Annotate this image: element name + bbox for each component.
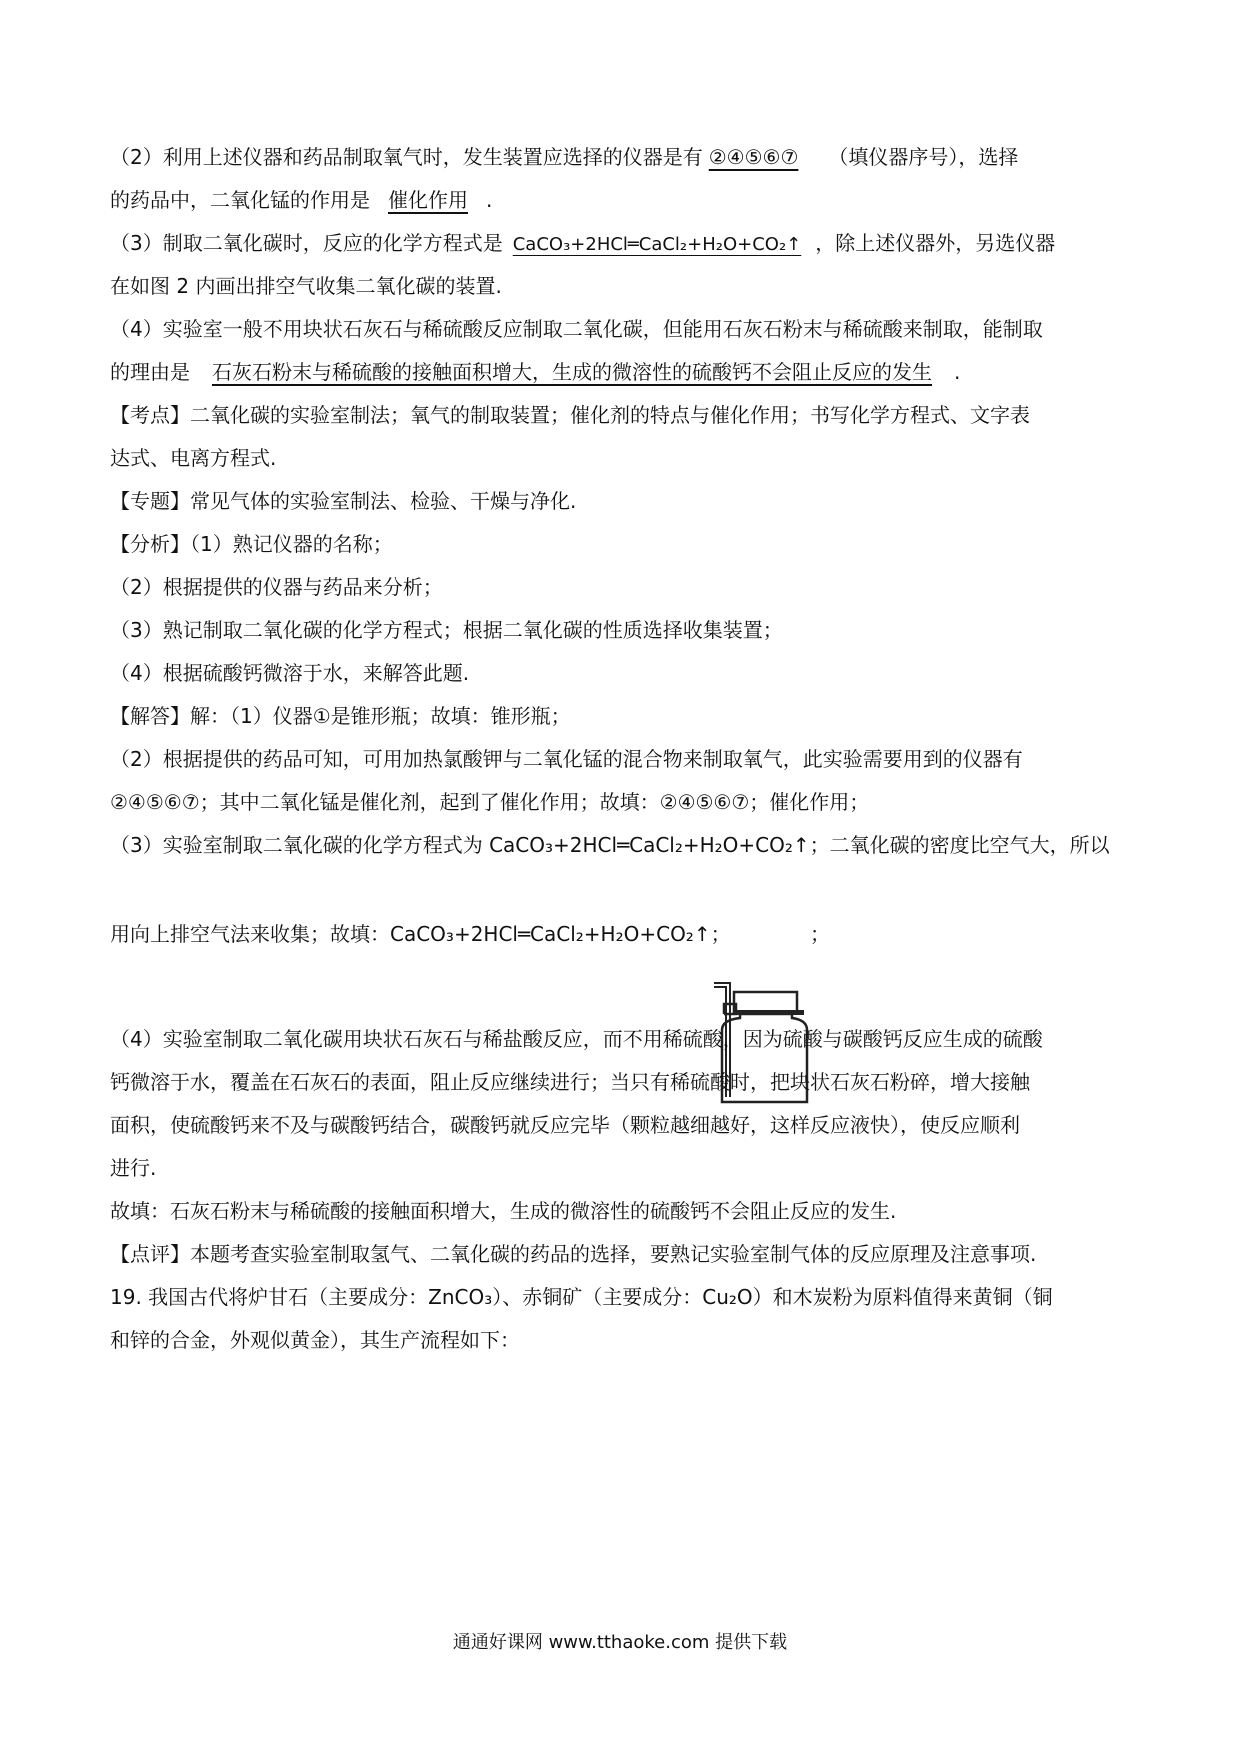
jieda-line-5: 用向上排空气法来收集；故填：CaCO₃+2HCl═CaCl₂+H₂O+CO₂↑；	[110, 922, 731, 946]
kaodian-line-1: 【考点】二氧化碳的实验室制法；氧气的制取装置；催化剂的特点与催化作用；书写化学方程式、文字表	[110, 403, 1030, 427]
glass-plate	[734, 1010, 804, 1015]
fenxi-line: （4）根据硫酸钙微溶于水，来解答此题.	[110, 661, 470, 685]
q4-answer-reason: 石灰石粉末与稀硫酸的接触面积增大，生成的微溶性的硫酸钙不会阻止反应的发生	[212, 360, 932, 384]
dianping: 【点评】本题考查实验室制取氢气、二氧化碳的药品的选择，要熟记实验室制气体的反应原理及注意事项.	[110, 1242, 1037, 1266]
jieda-line-6: （4）实验室制取二氧化碳用块状石灰石与稀盐酸反应，而不用稀硫酸，因为硫酸与碳酸钙反应生成的硫酸	[110, 1027, 1043, 1051]
jieda-line-7: 钙微溶于水，覆盖在石灰石的表面，阻止反应继续进行；当只有稀硫酸时，把块状石灰石粉碎，增大接触	[110, 1070, 1030, 1094]
fenxi-line: （2）根据提供的仪器与药品来分析；	[110, 575, 443, 599]
zhuanti: 【专题】常见气体的实验室制法、检验、干燥与净化.	[110, 489, 577, 513]
q2-line-2: 的药品中，二氧化锰的作用是 催化作用 .	[110, 188, 493, 212]
q3-line-2: 在如图 2 内画出排空气收集二氧化碳的装置.	[110, 274, 502, 298]
q3-answer-equation: CaCO₃+2HCl═CaCl₂+H₂O+CO₂↑	[512, 234, 802, 255]
jieda-line-10: 故填：石灰石粉末与稀硫酸的接触面积增大，生成的微溶性的硫酸钙不会阻止反应的发生.	[110, 1199, 897, 1223]
page-footer: 通通好课网 www.tthaoke.com 提供下载	[452, 1632, 788, 1653]
q19-line-2: 和锌的合金，外观似黄金），其生产流程如下：	[110, 1328, 520, 1352]
jieda-line-4: （3）实验室制取二氧化碳的化学方程式为 CaCO₃+2HCl═CaCl₂+H₂O+CO₂↑；二氧化碳的密度比空气大，所以	[110, 833, 1110, 857]
kaodian-line-2: 达式、电离方程式.	[110, 446, 277, 470]
fenxi-line: 【分析】（1）熟记仪器的名称；	[110, 532, 393, 556]
fenxi-line: （3）熟记制取二氧化碳的化学方程式；根据二氧化碳的性质选择收集装置；	[110, 618, 783, 642]
jieda-line-8: 面积，使硫酸钙来不及与碳酸钙结合，碳酸钙就反应完毕（颗粒越细越好，这样反应液快），使反应顺利	[110, 1113, 1020, 1137]
jieda-line-9: 进行.	[110, 1156, 157, 1180]
q2-answer-role: 催化作用	[388, 188, 468, 212]
jieda-line-1: 【解答】解：（1）仪器①是锥形瓶；故填：锥形瓶；	[110, 704, 571, 728]
q2-answer-instruments: ②④⑤⑥⑦	[708, 145, 799, 169]
q4-line-2: 的理由是 石灰石粉末与稀硫酸的接触面积增大，生成的微溶性的硫酸钙不会阻止反应的发生 .	[110, 360, 961, 384]
q2-line-1: （2）利用上述仪器和药品制取氧气时，发生装置应选择的仪器是有 ②④⑤⑥⑦ （填仪器序号），选择	[110, 145, 1019, 169]
q19-line-1: 19. 我国古代将炉甘石（主要成分：ZnCO₃）、赤铜矿（主要成分：Cu₂O）和木炭粉为原料值得来黄铜（铜	[110, 1285, 1053, 1309]
jieda-line-2: （2）根据提供的药品可知，可用加热氯酸钾与二氧化锰的混合物来制取氧气，此实验需要用到的仪器有	[110, 747, 1023, 771]
q4-line-1: （4）实验室一般不用块状石灰石与稀硫酸反应制取二氧化碳，但能用石灰石粉末与稀硫酸来制取，能制取	[110, 317, 1043, 341]
jieda-line-3: ②④⑤⑥⑦；其中二氧化锰是催化剂，起到了催化作用；故填：②④⑤⑥⑦；催化作用；	[110, 790, 870, 814]
jieda-line-5-end: ；	[810, 922, 830, 946]
q3-line-1: （3）制取二氧化碳时，反应的化学方程式是 CaCO₃+2HCl═CaCl₂+H₂O+CO₂↑ ，除上述仪器外，另选仪器	[110, 229, 1055, 259]
